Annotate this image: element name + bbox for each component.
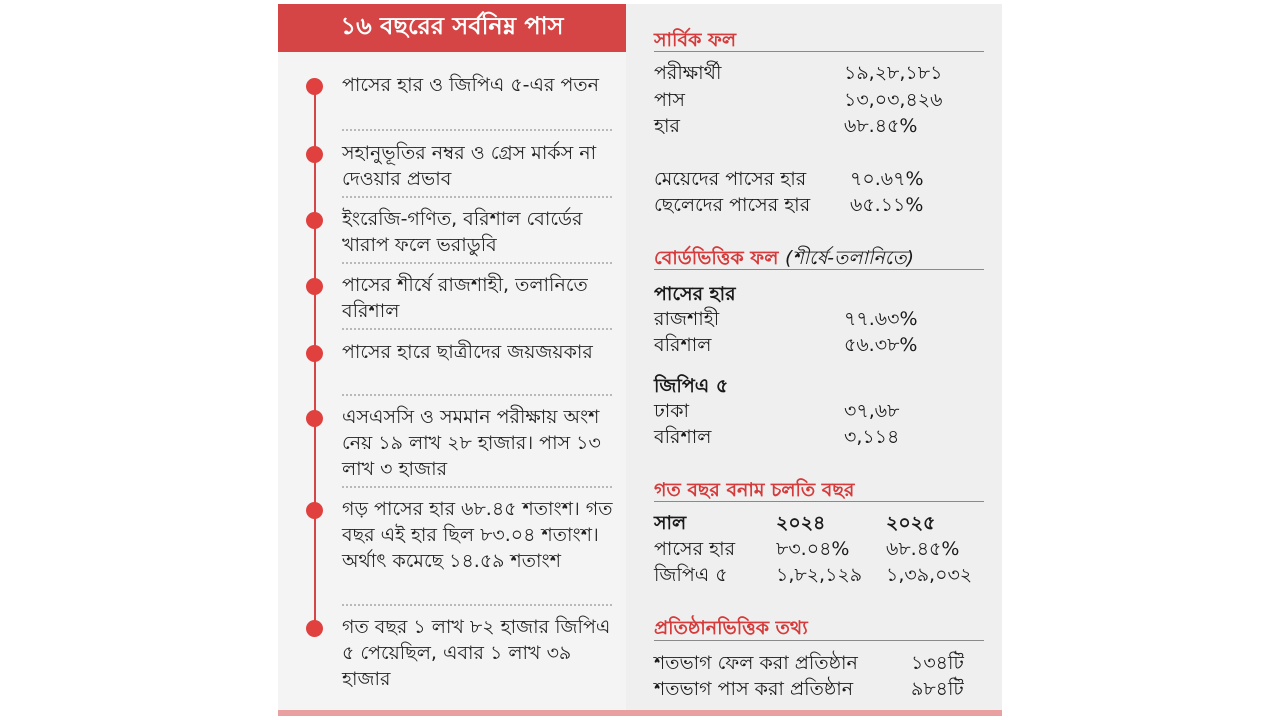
stat-label: বরিশাল	[654, 426, 712, 448]
bullet-dot-icon	[306, 212, 323, 229]
compare-value-2025: ১,৩৯,০৩২	[886, 564, 973, 586]
stat-value: ৬৫.১১%	[850, 194, 924, 216]
compare-label: জিপিএ ৫	[654, 564, 728, 586]
stat-value: ১৩,০৩,৪২৬	[844, 89, 943, 111]
bullet-dot-icon	[306, 345, 323, 362]
stat-value: ১৩৪টি	[911, 652, 964, 674]
pass-rate-head: পাসের হার	[654, 283, 736, 305]
stat-value: ৩৭,৬৮	[844, 400, 900, 422]
section-rule	[654, 51, 984, 52]
stat-label: শতভাগ পাস করা প্রতিষ্ঠান	[654, 678, 854, 700]
timeline-item-text: গত বছর ১ লাখ ৮২ হাজার জিপিএ ৫ পেয়েছিল, এবার ১ লাখ ৩৯ হাজার	[342, 616, 611, 690]
section-rule	[654, 501, 984, 502]
stat-label: ছেলেদের পাসের হার	[654, 194, 811, 216]
section-title-institution: প্রতিষ্ঠানভিত্তিক তথ্য	[654, 617, 808, 639]
compare-value-2024: ১,৮২,১২৯	[776, 564, 863, 586]
stat-value: ১৯,২৮,১৮১	[844, 62, 943, 84]
dotted-separator	[342, 262, 612, 264]
dotted-separator	[342, 129, 612, 131]
timeline-item-text: সহানুভূতির নম্বর ও গ্রেস মার্কস না দেওয়ার প্রভাব	[342, 142, 597, 190]
stat-label: শতভাগ ফেল করা প্রতিষ্ঠান	[654, 652, 858, 674]
compare-label: পাসের হার	[654, 538, 736, 560]
section-rule	[654, 269, 984, 270]
stat-value: ৭৭.৬৩%	[844, 308, 918, 330]
summary-header: ১৬ বছরের সর্বনিম্ন পাস	[278, 4, 626, 52]
stat-value: ৩,১১৪	[844, 426, 900, 448]
bullet-dot-icon	[306, 410, 323, 427]
dotted-separator	[342, 604, 612, 606]
stats-column	[626, 4, 1002, 710]
board-subtitle: (শীর্ষে-তলানিতে)	[784, 247, 915, 269]
stat-label: মেয়েদের পাসের হার	[654, 168, 807, 190]
stat-label: পাস	[654, 89, 685, 111]
compare-header-2025: ২০২৫	[886, 512, 936, 534]
stat-label: পরীক্ষার্থী	[654, 62, 722, 84]
section-title-overall: সার্বিক ফল	[654, 29, 737, 51]
timeline-item-text: পাসের হারে ছাত্রীদের জয়জয়কার	[342, 341, 593, 363]
compare-value-2024: ৮৩.০৪%	[776, 538, 850, 560]
stat-label: রাজশাহী	[654, 308, 720, 330]
stat-value: ৬৮.৪৫%	[844, 115, 918, 137]
infographic-card	[278, 4, 1002, 710]
bullet-dot-icon	[306, 146, 323, 163]
dotted-separator	[342, 196, 612, 198]
bullet-dot-icon	[306, 278, 323, 295]
gpa5-head: জিপিএ ৫	[654, 375, 729, 397]
section-title-compare: গত বছর বনাম চলতি বছর	[654, 479, 855, 501]
stat-value: ৯৮৪টি	[911, 678, 964, 700]
stat-value: ৭০.৬৭%	[850, 168, 924, 190]
summary-column	[278, 4, 626, 710]
dotted-separator	[342, 486, 612, 488]
compare-header-year: সাল	[654, 512, 687, 534]
bullet-dot-icon	[306, 78, 323, 95]
timeline-item-text: পাসের হার ও জিপিএ ৫-এর পতন	[342, 74, 599, 96]
timeline-item-text: গড় পাসের হার ৬৮.৪৫ শতাংশ। গত বছর এই হার ছিল ৮৩.০৪ শতাংশ। অর্থাৎ কমেছে ১৪.৫৯ শতাংশ	[342, 498, 613, 572]
bullet-dot-icon	[306, 620, 323, 637]
dotted-separator	[342, 394, 612, 396]
timeline-item-text: পাসের শীর্ষে রাজশাহী, তলানিতে বরিশাল	[342, 274, 588, 322]
timeline-item-text: ইংরেজি-গণিত, বরিশাল বোর্ডের খারাপ ফলে ভরাডুবি	[342, 208, 583, 256]
section-rule	[654, 640, 984, 641]
compare-value-2025: ৬৮.৪৫%	[886, 538, 960, 560]
stat-label: বরিশাল	[654, 334, 712, 356]
compare-header-2024: ২০২৪	[776, 512, 826, 534]
stat-label: ঢাকা	[654, 400, 690, 422]
bullet-dot-icon	[306, 502, 323, 519]
section-title-board	[654, 244, 914, 276]
bottom-accent-bar	[278, 710, 1002, 716]
stat-value: ৫৬.৩৮%	[844, 334, 918, 356]
dotted-separator	[342, 328, 612, 330]
board-title: বোর্ডভিত্তিক ফল	[654, 247, 779, 269]
timeline-item-text: এসএসসি ও সমমান পরীক্ষায় অংশ নেয় ১৯ লাখ ২৮ হাজার। পাস ১৩ লাখ ৩ হাজার	[342, 406, 601, 480]
stat-label: হার	[654, 115, 680, 137]
